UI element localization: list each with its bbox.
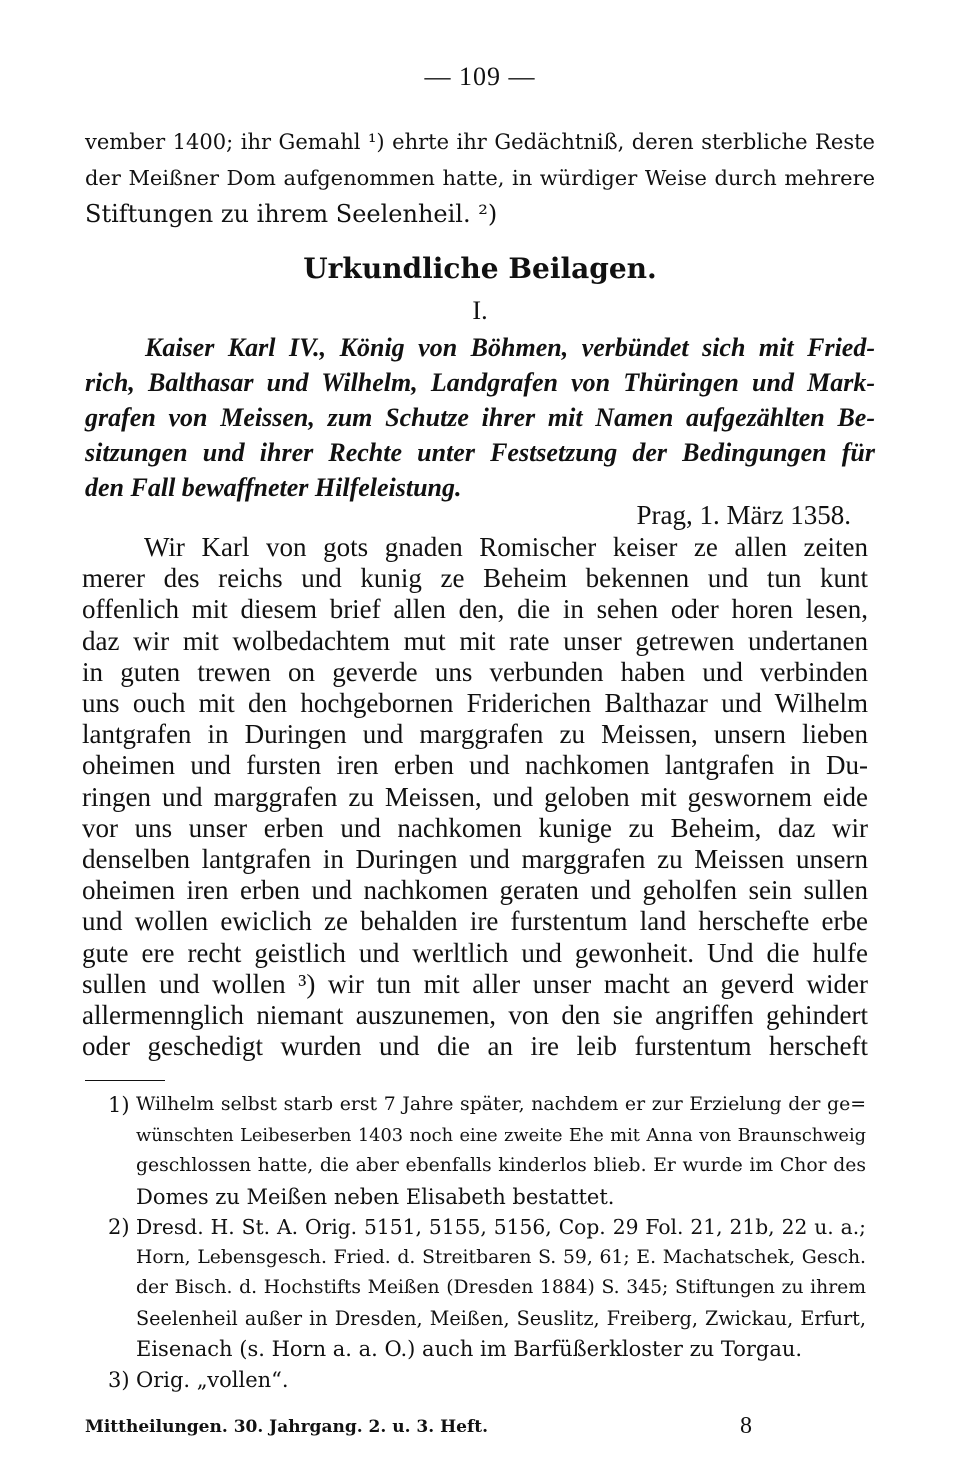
text-line: ringen und marggrafen zu Meissen, und geloben mit geswornem eide (82, 781, 868, 812)
text-line: Eisenach (s. Horn a. a. O.) auch im Barfüßerkloster zu Torgau. (136, 1337, 803, 1361)
text-line: der Meißner Dom aufgenommen hatte, in würdiger Weise durch mehrere (85, 166, 875, 190)
charter-text (82, 532, 868, 1062)
text-line: oheimen iren erben und nachkomen geraten und geholfen sein sullen (82, 875, 868, 906)
text-line: wünschten Leibeserben 1403 noch eine zweite Ehe mit Anna von Braunschweig (136, 1125, 866, 1146)
document-regest (85, 330, 875, 505)
text-line: sitzungen und ihrer Rechte unter Festsetzung der Bedingungen für (85, 438, 875, 467)
footnotes (108, 1090, 866, 1395)
text-line: und wollen ewiclich ze behalden ire furstentum land herschefte erbe (82, 906, 868, 937)
text-line: Kaiser Karl IV., König von Böhmen, verbündet sich mit Fried- (145, 333, 875, 362)
page-number: — 109 — (424, 62, 536, 91)
text-line: vember 1400; ihr Gemahl ¹) ehrte ihr Gedächtniß, deren sterbliche Reste (85, 129, 875, 154)
running-footer: Mittheilungen. 30. Jahrgang. 2. u. 3. Heft. (85, 1417, 489, 1437)
footnote-label: 1) (108, 1093, 130, 1117)
footnote (108, 1212, 866, 1365)
text-line: den Fall bewaffneter Hilfeleistung. (85, 473, 462, 502)
text-line: Domes zu Meißen neben Elisabeth bestattet. (136, 1184, 615, 1209)
text-line: oder geschedigt wurden und die an ire leib furstentum herscheft (82, 1031, 868, 1062)
footnote-label: 2) (108, 1215, 130, 1239)
text-line: gute ere recht geistlich und werltlich und gewonheit. Und die hulfe (82, 937, 868, 968)
text-line: offenlich mit diesem brief allen den, die in sehen oder horen lesen, (82, 594, 868, 625)
text-line: daz wir mit wolbedachtem mut mit rate unser getrewen undertanen (82, 625, 868, 656)
text-line: grafen von Meissen, zum Schutze ihrer mit Namen aufgezählten Be- (85, 403, 875, 432)
text-line: der Bisch. d. Hochstifts Meißen (Dresden 1884) S. 345; Stiftungen zu ihrem (136, 1277, 866, 1298)
text-line: oheimen und fursten iren erben und nachkomen lantgrafen in Du- (82, 750, 868, 781)
dateline: Prag, 1. März 1358. (636, 500, 851, 530)
text-line: allermennglich niemant auszunemen, von den sie angriffen gehindert (82, 1000, 868, 1031)
text-line: geschlossen hatte, die aber ebenfalls kinderlos blieb. Er wurde im Chor des (136, 1155, 866, 1176)
section-title: Urkundliche Beilagen. (303, 252, 657, 285)
intro-paragraph (85, 124, 875, 232)
text-line: sullen und wollen ³) wir tun mit aller unser macht an geverd wider (82, 968, 868, 999)
text-line: in guten trewen on geverde uns verbunden haben und verbinden (82, 656, 868, 687)
footnote-label: 3) (108, 1367, 130, 1392)
footnote-separator (85, 1080, 165, 1081)
text-line: uns ouch mit den hochgebornen Friderichen Balthazar und Wilhelm (82, 688, 868, 719)
text-line: denselben lantgrafen in Duringen und marggrafen zu Meissen unsern (82, 844, 868, 875)
text-line: vor uns unser erben und nachkomen kunige zu Beheim, daz wir (82, 812, 868, 843)
text-line: merer des reichs und kunig ze Beheim bekennen und tun kunt (82, 563, 868, 594)
text-line: Dresd. H. St. A. Orig. 5151, 5155, 5156, Cop. 29 Fol. 21, 21b, 22 u. a.; (136, 1215, 866, 1239)
text-line: Horn, Lebensgesch. Fried. d. Streitbaren S. 59, 61; E. Machatschek, Gesch. (136, 1246, 866, 1268)
text-line: Wir Karl von gots gnaden Romischer keiser ze allen zeiten (144, 532, 868, 562)
text-line: Wilhelm selbst starb erst 7 Jahre später, nachdem er zur Erzielung der ge= (136, 1094, 866, 1115)
text-line: Seelenheil außer in Dresden, Meißen, Seuslitz, Freiberg, Zwickau, Erfurt, (136, 1306, 866, 1330)
text-line: rich, Balthasar und Wilhelm, Landgrafen von Thüringen und Mark- (85, 368, 875, 397)
footnote (108, 1090, 866, 1212)
text-line: Stiftungen zu ihrem Seelenheil. ²) (85, 200, 498, 228)
footnote (108, 1365, 866, 1396)
section-numeral: I. (472, 296, 488, 325)
signature-mark: 8 (740, 1413, 752, 1439)
text-line: Orig. „vollen“. (136, 1367, 289, 1392)
text-line: lantgrafen in Duringen und marggrafen zu Meissen, unsern lieben (82, 719, 868, 750)
